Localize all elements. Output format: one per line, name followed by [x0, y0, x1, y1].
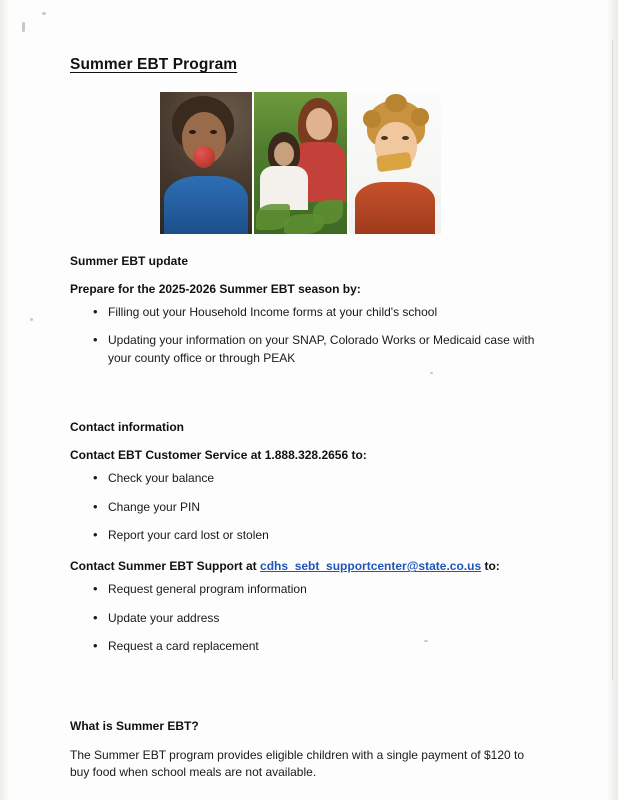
photo-strip: [160, 92, 443, 234]
list-item: • Filling out your Household Income forms at your child's school: [108, 304, 540, 321]
section-contact-information: [70, 420, 540, 655]
page-right-edge-line: [612, 40, 613, 680]
list-item: • Report your card lost or stolen: [108, 527, 540, 544]
photo-child-eating-apple: [160, 92, 252, 234]
update-heading: Summer EBT update: [70, 254, 189, 268]
customer-service-bullet-list: [70, 470, 540, 544]
update-bullet-list: [70, 304, 540, 367]
scan-speck: [22, 22, 25, 32]
photo-boy-eating-sandwich: [349, 92, 441, 234]
customer-service-line: Contact EBT Customer Service at 1.888.328.2656 to:: [70, 448, 367, 463]
page-title: Summer EBT Program: [70, 56, 238, 73]
what-is-body: The Summer EBT program provides eligible children with a single payment of $120 to buy food when school meals are not available.: [70, 747, 525, 779]
list-item: • Request a card replacement: [108, 638, 540, 655]
scan-speck: [42, 12, 46, 15]
section-summer-ebt-update: [70, 254, 540, 367]
document-content: [70, 56, 540, 781]
support-contact-line: [70, 559, 540, 573]
photo-woman-and-girl-in-garden: [254, 92, 347, 234]
update-subheading: Prepare for the 2025-2026 Summer EBT season by:: [70, 282, 361, 296]
list-item: • Check your balance: [108, 470, 540, 487]
support-email-link[interactable]: cdhs_sebt_supportcenter@state.co.us: [260, 559, 482, 574]
what-is-heading: What is Summer EBT?: [70, 718, 199, 733]
support-suffix-text: to:: [481, 559, 500, 574]
list-item: • Change your PIN: [108, 499, 540, 516]
section-what-is-summer-ebt: [70, 719, 540, 782]
support-bullet-list: [70, 581, 540, 655]
list-item: • Request general program information: [108, 581, 540, 598]
page-left-edge-shadow: [0, 0, 10, 800]
scan-speck: [30, 318, 33, 321]
support-prefix-text: Contact Summer EBT Support at: [70, 559, 261, 574]
list-item: • Updating your information on your SNAP, Colorado Works or Medicaid case with your county office or through PEAK: [108, 332, 540, 367]
contact-heading: Contact information: [70, 420, 184, 435]
list-item: • Update your address: [108, 610, 540, 627]
